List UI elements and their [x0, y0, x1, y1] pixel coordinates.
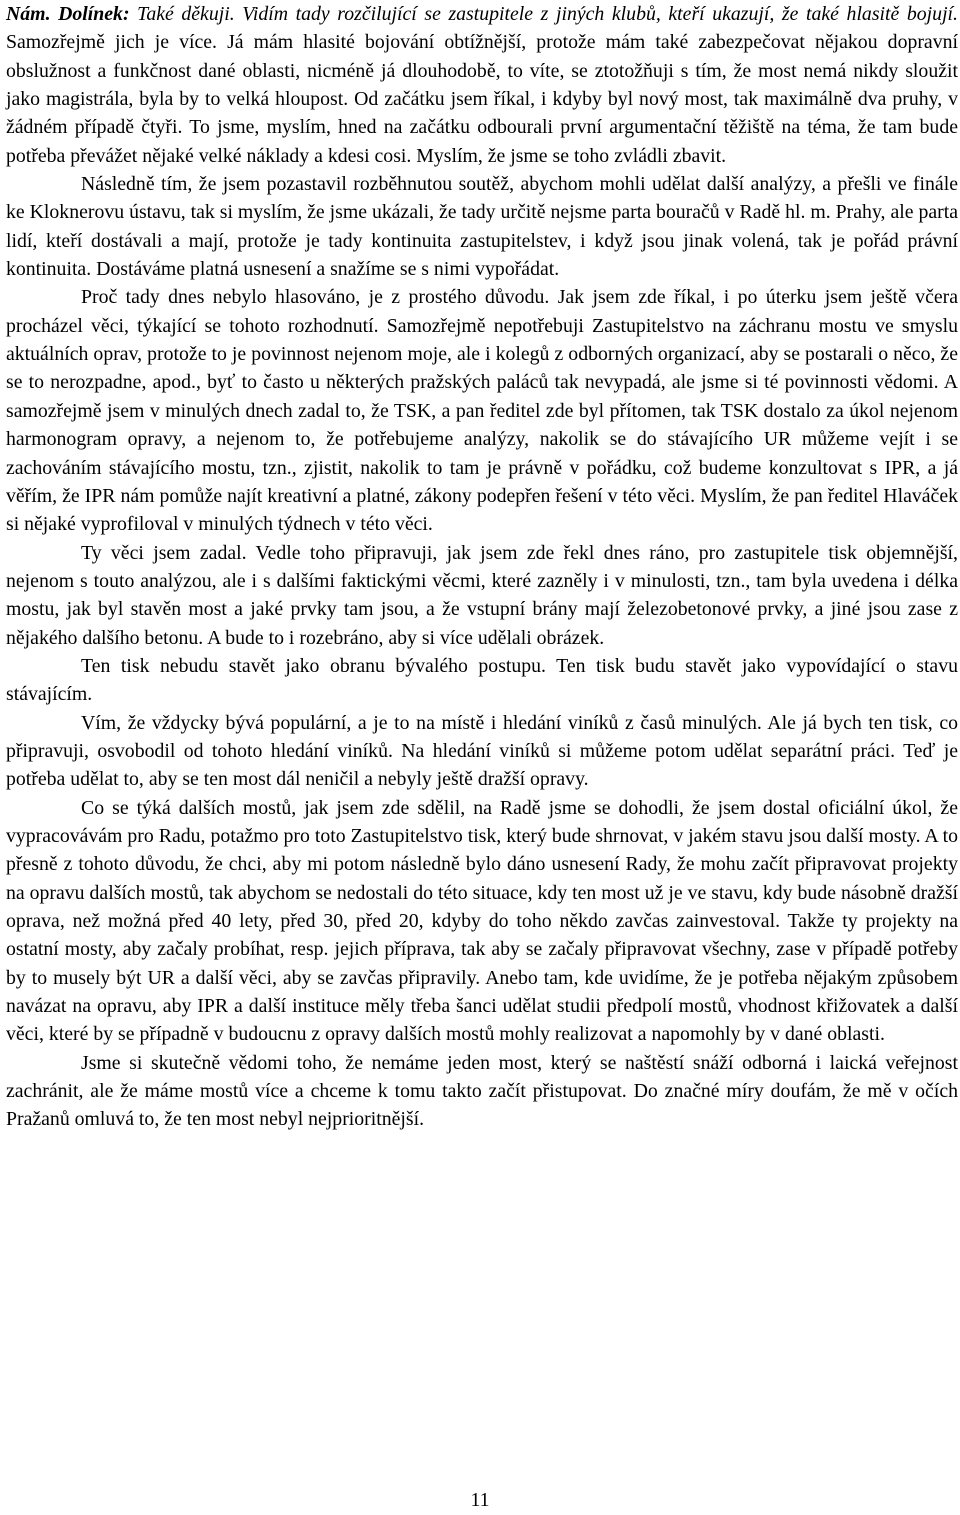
paragraph-5: Ten tisk nebudu stavět jako obranu bývalého postupu. Ten tisk budu stavět jako vypovídající o stavu stávajícím. — [6, 654, 958, 706]
document-page — [6, 0, 958, 1134]
speaker-italic-text: Také děkuji. Vidím tady rozčilující se zastupitele z jiných klubů, kteří ukazují, že také hlasitě bojují. — [129, 3, 959, 25]
paragraph-6: Vím, že vždycky bývá populární, a je to na místě i hledání viníků z časů minulých. Ale já bych ten tisk, co připravuji, osvobodil od tohoto hledání viníků. Na hledání viníků si můžeme potom udělat separátní práci. Teď je potřeba udělat to, aby se ten most dál neničil a nebyly ještě dražší opravy. — [6, 711, 958, 791]
paragraph-4: Ty věci jsem zadal. Vedle toho připravuji, jak jsem zde řekl dnes ráno, pro zastupitele tisk objemnější, nejenom s touto analýzou, ale i s dalšími faktickými věcmi, které zazněly i v minulosti, tzn., tam byla uvedena i délka mostu, jak byl stavěn most a jaké prvky tam jsou, a že vstupní brány mají železobetonové prvky, a jiné jsou zase z nějakého dalšího betonu. A bude to i rozebráno, aby si více udělali obrázek. — [6, 541, 958, 649]
paragraph-1-text: Samozřejmě jich je více. Já mám hlasité bojování obtížnější, protože mám také zabezpečovat nějakou dopravní obslužnost a funkčnost dané oblasti, nicméně já dlouhodobě, to víte, se ztotožňuji s tím, že most nemá nikdy sloužit jako magistrála, byla by to velká hloupost. Od začátku jsem říkal, i kdyby byl nový most, tak maximálně dva pruhy, v žádném případě čtyři. To jsme, myslím, hned na začátku odbourali první argumentační těžiště na téma, že tam bude potřeba převážet nějaké velké náklady a kdesi cosi. Myslím, že jsme se toho zvládli zbavit. — [6, 31, 958, 167]
paragraph-8: Jsme si skutečně vědomi toho, že nemáme jeden most, který se naštěstí snáží odborná i laická veřejnost zachránit, ale že máme mostů více a chceme k tomu takto začít přistupovat. Do značné míry doufám, že mě v očích Pražanů omluvá to, že ten most nebyl nejprioritnější. — [6, 1051, 958, 1131]
paragraph-2: Následně tím, že jsem pozastavil rozběhnutou soutěž, abychom mohli udělat další analýzy, a přešli ve finále ke Kloknerovu ústavu, tak si myslím, že jsme ukázali, že tady určitě nejsme parta bouračů v Radě hl. m. Prahy, ale parta lidí, kteří dostávali a mají, protože je tady kontinuita zastupitelstev, i když jsou jinak volená, tak je pořád právní kontinuita. Dostáváme platná usnesení a snažíme se s nimi vypořádat. — [6, 173, 958, 281]
paragraph-3: Proč tady dnes nebylo hlasováno, je z prostého důvodu. Jak jsem zde říkal, i po úterku jsem ještě včera procházel věci, týkající se tohoto rozhodnutí. Samozřejmě nepotřebuji Zastupitelstvo na záchranu mostu ve smyslu aktuálních oprav, protože to je povinnost nejenom moje, ale i kolegů z odborných organizací, aby se postarali o něco, že se to nerozpadne, apod., byť to často u některých pražských paláců tak nevypadá, ale jsme si té povinnosti vědomi. A samozřejmě jsem v minulých dnech zadal to, že TSK, a pan ředitel zde byl přítomen, tak TSK dostalo za úkol nejenom harmonogram opravy, a nejenom to, že potřebujeme analýzy, nakolik se do stávajícího UR můžeme vejít i se zachováním stávajícího mostu, tzn., zjistit, nakolik to tam je právně v pořádku, což budeme konzultovat s IPR, a já věřím, že IPR nám pomůže najít kreativní a platné, zákony podepřen řešení v této věci. Myslím, že pan ředitel Hlaváček si nějaké vyprofiloval v minulých týdnech v této věci. — [6, 286, 958, 536]
speaker-name: Nám. Dolínek: — [6, 3, 130, 25]
page-number: 11 — [470, 1489, 490, 1511]
paragraph-1 — [6, 0, 958, 170]
paragraph-7: Co se týká dalších mostů, jak jsem zde sdělil, na Radě jsme se dohodli, že jsem dostal oficiální úkol, že vypracovávám pro Radu, potažmo pro toto Zastupitelstvo tisk, který bude shrnovat, v jakém stavu jsou další mosty. A to přesně z tohoto důvodu, že chci, aby mi potom následně bylo dáno usnesení Rady, že mohu začít připravovat projekty na opravu dalších mostů, tak abychom se nedostali do této situace, kdy ten most už je ve stavu, kdy bude násobně dražší oprava, než možná před 40 lety, před 30, před 20, kdyby do toho někdo zavčas zainvestoval. Takže ty projekty na ostatní mosty, aby začaly probíhat, resp. jejich příprava, tak aby se začaly připravovat všechny, zase v případě potřeby by to musely být UR a další věci, aby se zavčas připravily. Anebo tam, kde uvidíme, že je potřeba nějakým způsobem navázat na opravu, aby IPR a další instituce měly třeba šanci udělat studii předpolí mostů, vhodnost křižovatek a další věci, které by se případně v budoucnu z opravy dalších mostů mohly realizovat a napomohly by v dané oblasti. — [6, 796, 958, 1046]
